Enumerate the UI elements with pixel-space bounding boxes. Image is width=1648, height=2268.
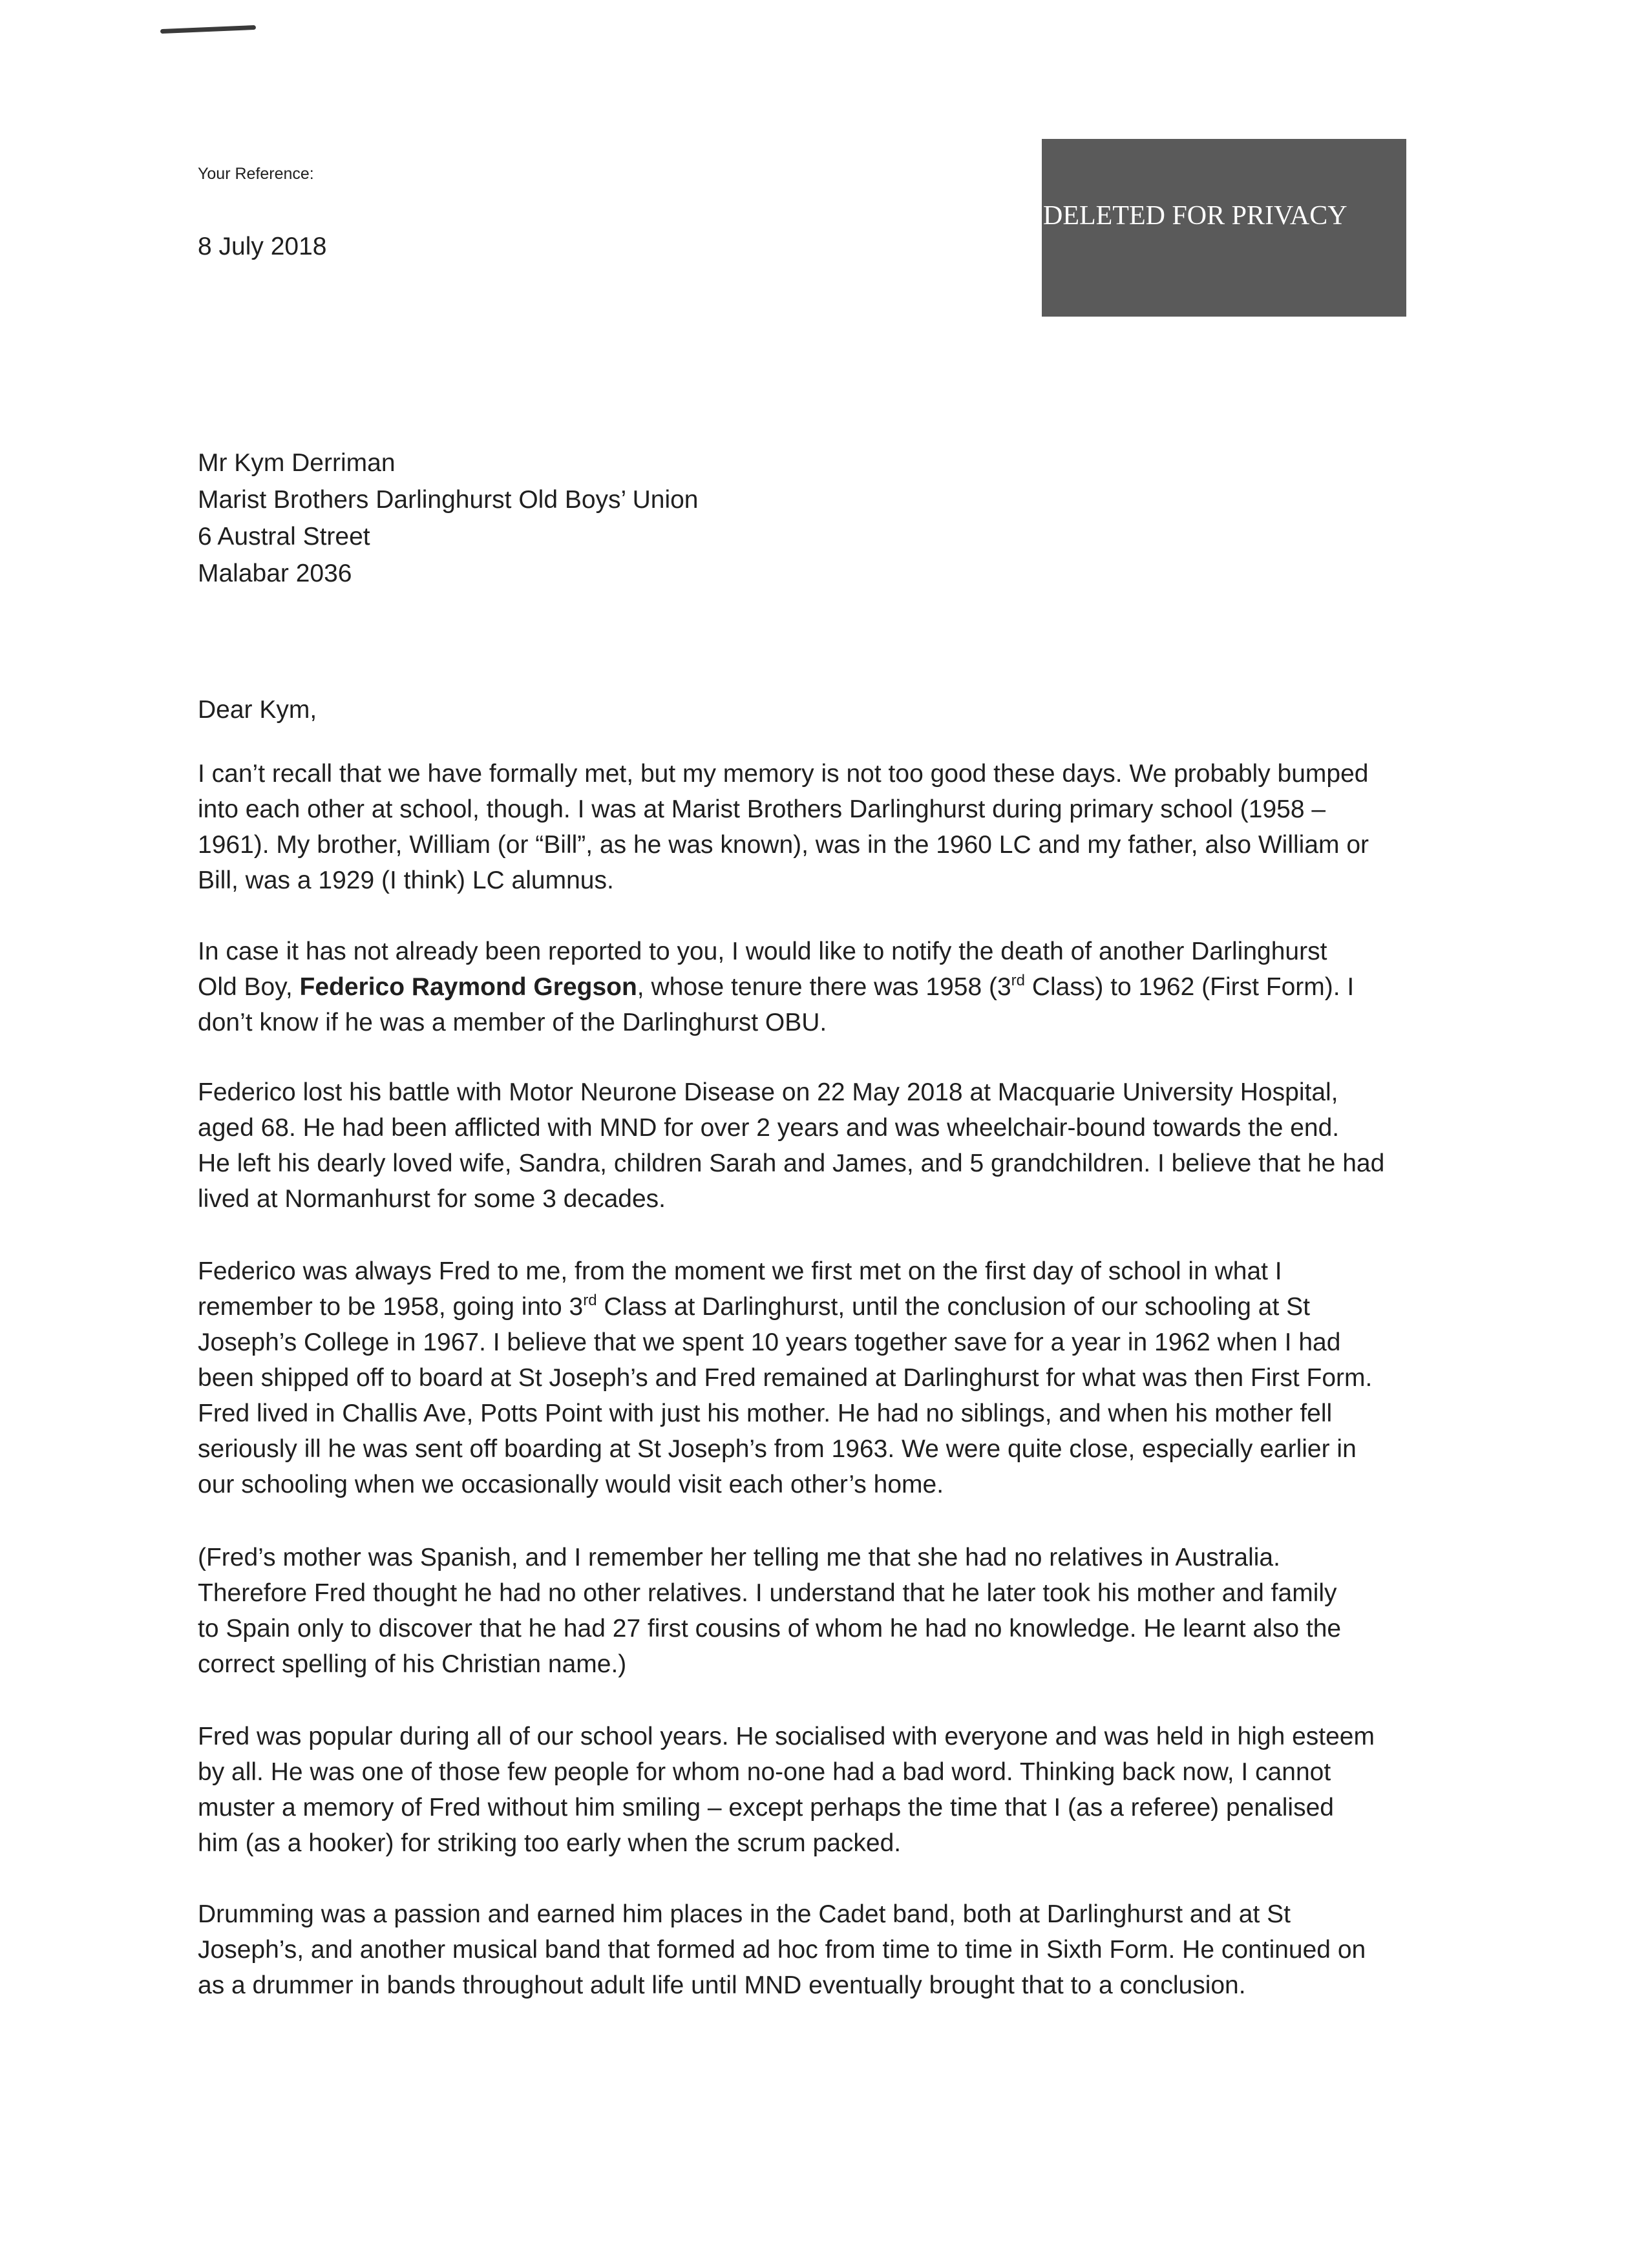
paragraph-line: Fred was popular during all of our school years. He socialised with everyone and was held in high esteem bbox=[198, 1723, 1375, 1750]
paragraph-line: Bill, was a 1929 (I think) LC alumnus. bbox=[198, 866, 614, 894]
paragraph-2 bbox=[198, 934, 1461, 1040]
paragraph-line: as a drummer in bands throughout adult life until MND eventually brought that to a conclusion. bbox=[198, 1971, 1246, 1999]
pen-stroke-mark bbox=[160, 25, 256, 34]
paragraph-line: Joseph’s College in 1967. I believe that we spent 10 years together save for a year in 1962 when I had bbox=[198, 1328, 1341, 1356]
recipient-address bbox=[198, 445, 699, 592]
redaction-block bbox=[1042, 139, 1406, 317]
paragraph-line: Drumming was a passion and earned him places in the Cadet band, both at Darlinghurst and at St bbox=[198, 1900, 1291, 1928]
paragraph-line: lived at Normanhurst for some 3 decades. bbox=[198, 1185, 666, 1213]
text-run: Old Boy, bbox=[198, 973, 300, 1001]
text-run: , whose tenure there was 1958 (3 bbox=[637, 973, 1011, 1001]
paragraph-line: to Spain only to discover that he had 27 first cousins of whom he had no knowledge. He learnt also the bbox=[198, 1615, 1342, 1643]
letter-date: 8 July 2018 bbox=[198, 233, 327, 260]
paragraph-4 bbox=[198, 1254, 1461, 1502]
paragraph-6 bbox=[198, 1719, 1461, 1861]
paragraph-line: Fred lived in Challis Ave, Potts Point with just his mother. He had no siblings, and when his mother fell bbox=[198, 1400, 1333, 1427]
your-reference-label: Your Reference: bbox=[198, 165, 314, 183]
paragraph-line: been shipped off to board at St Joseph’s and Fred remained at Darlinghurst for what was then First Form. bbox=[198, 1364, 1373, 1392]
paragraph-line: into each other at school, though. I was at Marist Brothers Darlinghurst during primary school (1958 – bbox=[198, 795, 1326, 823]
paragraph-line: Federico was always Fred to me, from the moment we first met on the first day of school in what I bbox=[198, 1257, 1282, 1285]
text-run: Class at Darlinghurst, until the conclusion of our schooling at St bbox=[597, 1293, 1310, 1321]
address-line: Malabar 2036 bbox=[198, 560, 352, 587]
paragraph-line: 1961). My brother, William (or “Bill”, as he was known), was in the 1960 LC and my father, also William or bbox=[198, 831, 1369, 859]
paragraph-1 bbox=[198, 756, 1461, 898]
redaction-notice: DELETED FOR PRIVACY bbox=[1043, 201, 1347, 231]
paragraph-3 bbox=[198, 1075, 1461, 1217]
paragraph-line: I can’t recall that we have formally met, but my memory is not too good these days. We probably bumped bbox=[198, 760, 1369, 788]
paragraph-line: correct spelling of his Christian name.) bbox=[198, 1650, 627, 1678]
paragraph-line: (Fred’s mother was Spanish, and I remember her telling me that she had no relatives in Australia. bbox=[198, 1544, 1280, 1571]
paragraph-line: muster a memory of Fred without him smiling – except perhaps the time that I (as a referee) penalised bbox=[198, 1794, 1334, 1822]
deceased-name: Federico Raymond Gregson bbox=[299, 973, 637, 1001]
ordinal-superscript: rd bbox=[583, 1292, 597, 1309]
paragraph-line bbox=[198, 1289, 1461, 1325]
paragraph-line bbox=[198, 969, 1461, 1005]
paragraph-line: Joseph’s, and another musical band that formed ad hoc from time to time in Sixth Form. He continued on bbox=[198, 1936, 1366, 1964]
address-line: 6 Austral Street bbox=[198, 523, 370, 551]
paragraph-line: He left his dearly loved wife, Sandra, children Sarah and James, and 5 grandchildren. I believe that he had bbox=[198, 1150, 1385, 1177]
paragraph-line: by all. He was one of those few people for whom no-one had a bad word. Thinking back now, I cannot bbox=[198, 1758, 1331, 1786]
paragraph-line: Therefore Fred thought he had no other relatives. I understand that he later took his mother and family bbox=[198, 1579, 1337, 1607]
paragraph-line: aged 68. He had been afflicted with MND for over 2 years and was wheelchair-bound towards the end. bbox=[198, 1114, 1340, 1142]
address-line: Marist Brothers Darlinghurst Old Boys’ Union bbox=[198, 486, 699, 514]
paragraph-line: In case it has not already been reported to you, I would like to notify the death of another Darlinghurst bbox=[198, 938, 1327, 965]
paragraph-line: our schooling when we occasionally would visit each other’s home. bbox=[198, 1471, 944, 1498]
paragraph-line: don’t know if he was a member of the Darlinghurst OBU. bbox=[198, 1009, 827, 1036]
text-run: remember to be 1958, going into 3 bbox=[198, 1293, 584, 1321]
paragraph-7 bbox=[198, 1896, 1461, 2003]
paragraph-line: him (as a hooker) for striking too early when the scrum packed. bbox=[198, 1829, 902, 1857]
paragraph-line: Federico lost his battle with Motor Neurone Disease on 22 May 2018 at Macquarie University Hospital, bbox=[198, 1078, 1338, 1106]
paragraph-line: seriously ill he was sent off boarding at St Joseph’s from 1963. We were quite close, especially earlier in bbox=[198, 1435, 1357, 1463]
text-run: Class) to 1962 (First Form). I bbox=[1025, 973, 1355, 1001]
salutation: Dear Kym, bbox=[198, 696, 317, 724]
address-line: Mr Kym Derriman bbox=[198, 449, 396, 477]
paragraph-5 bbox=[198, 1540, 1461, 1682]
ordinal-superscript: rd bbox=[1011, 972, 1025, 989]
